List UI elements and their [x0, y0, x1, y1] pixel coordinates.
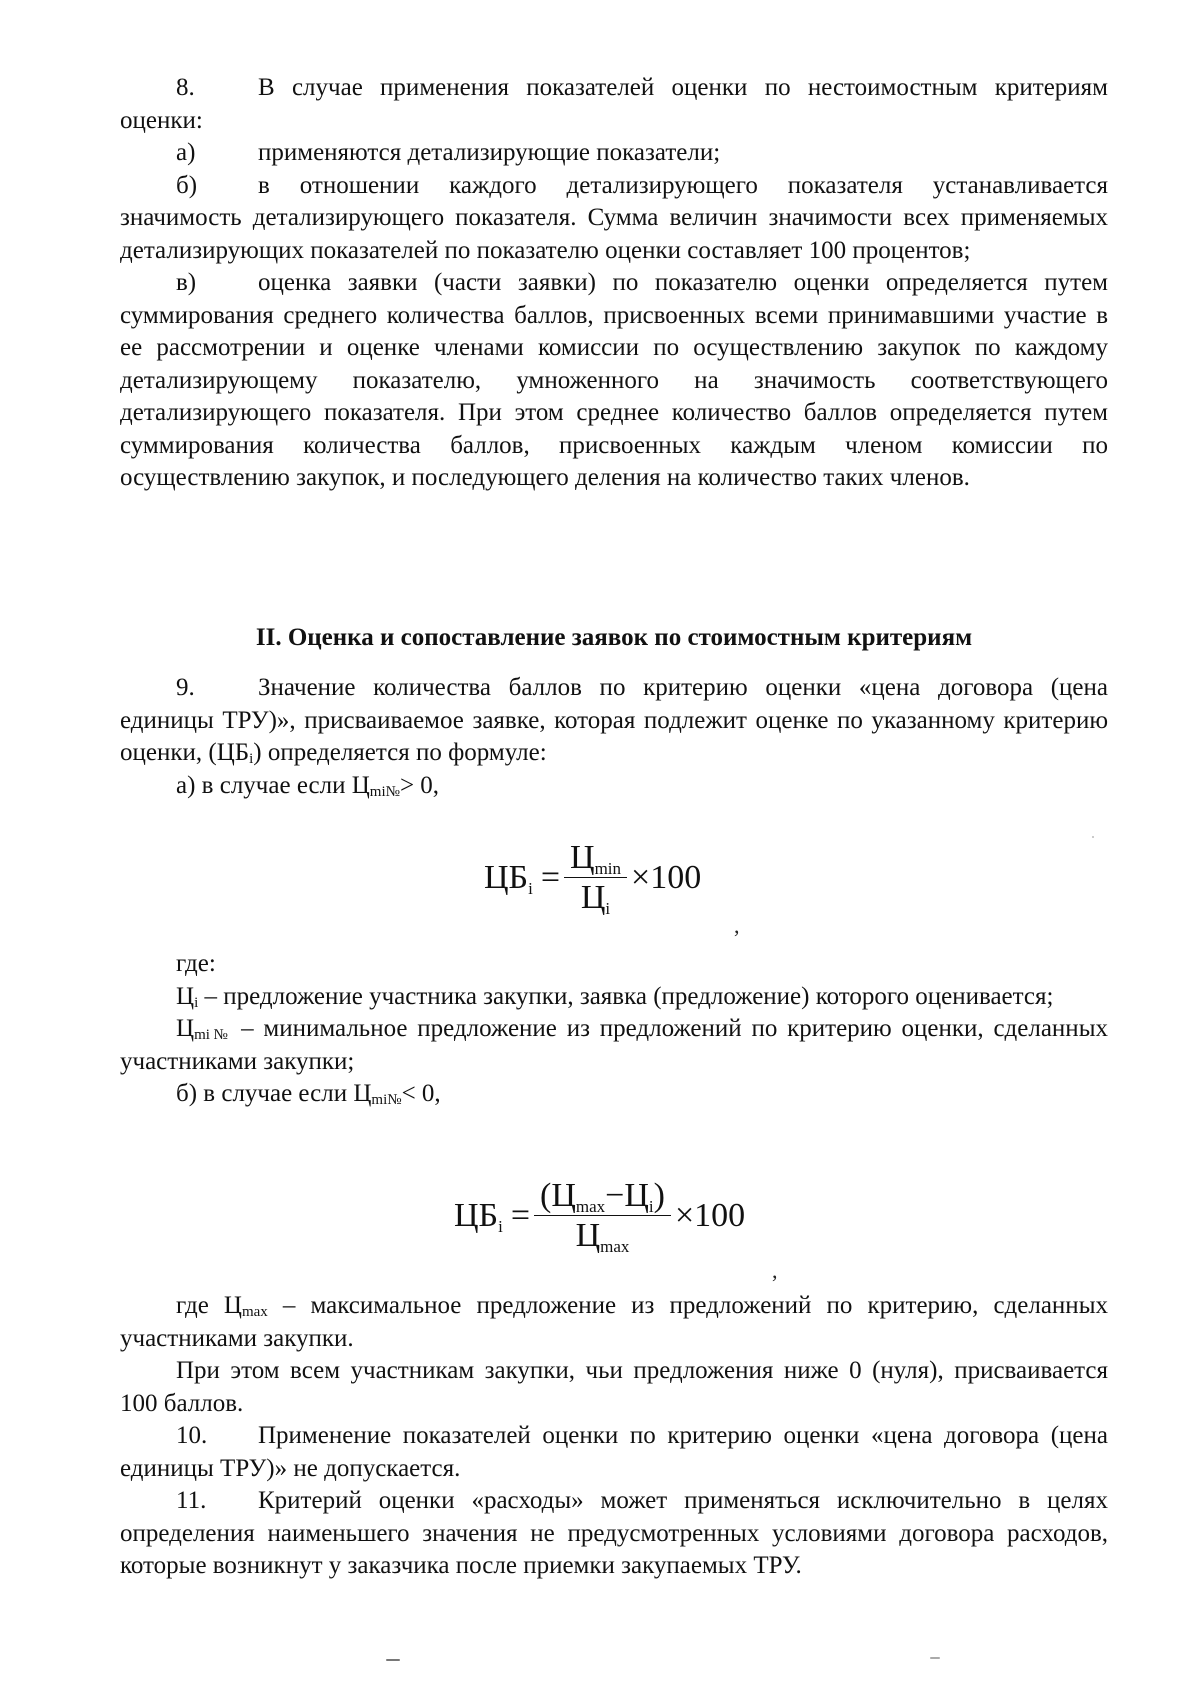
paragraph-8-intro — [120, 72, 1108, 137]
paragraph-number: 10. — [176, 1422, 208, 1449]
definition-cmin: $Ц_{mi№}$ – минимальное предложение из предложений по критерию оценки, сделанных участниками закупки; — [120, 1015, 1108, 1075]
formula-1-fraction — [564, 839, 627, 918]
where-label: где: — [176, 950, 216, 977]
paragraph-8-item-a — [120, 137, 1108, 170]
item-text: применяются детализирующие показатели; — [258, 139, 721, 166]
paragraph-11: 11. Критерий оценки «расходы» может применяться исключительно в целях определения наименьшего значения не предусмотренных условиями договора расходов, которые возникнут у заказчика после приемки закупаемых ТРУ. — [120, 1487, 1108, 1579]
paragraph-9-case-b: б) в случае если $Ц_{mi№}< 0$, — [176, 1080, 441, 1108]
definition-cmax: где $Ц_{max}$ – максимальное предложение из предложений по критерию, сделанных участниками закупки. — [120, 1292, 1108, 1352]
formula-2-comma: , — [772, 1258, 778, 1283]
formula-2: $ЦБ_i$ = $\frac{(Ц_{max}-Ц_i)}{Ц_{max}}$ ×100 — [454, 1177, 746, 1256]
scan-speck — [386, 1659, 400, 1661]
paragraph-8-item-b — [120, 170, 1108, 268]
fraction-numerator: $Ц_{min}$ — [564, 842, 627, 878]
item-marker: в) — [176, 269, 197, 296]
paragraph-number: 9. — [176, 674, 195, 701]
section-9-definitions — [120, 948, 1108, 1111]
section-9-end-and-10-11 — [120, 1290, 1108, 1583]
formula-2-fraction — [534, 1177, 671, 1256]
item-marker: б) — [176, 171, 198, 199]
formula-1: $ЦБ_i$ = $\frac{Ц_{min}}{Ц_i}$ ×100 — [484, 839, 702, 918]
paragraph-text: В случае применения показателей оценки по нестоимостным критериям оценки: — [120, 74, 1108, 134]
paragraph-number: 11. — [176, 1487, 207, 1514]
paragraph-9-case-a: а) в случае если $Ц_{mi№}> 0$, — [176, 771, 440, 800]
formula-1-comma: , — [734, 913, 740, 938]
paragraph-9-note: При этом всем участникам закупки, чьи предложения ниже 0 (нуля), присваивается 100 баллов. — [120, 1357, 1108, 1417]
section-heading: II. Оценка и сопоставление заявок по стоимостным критериям — [255, 624, 973, 651]
fraction-denominator: $Ц_i$ — [580, 878, 611, 918]
section-9 — [120, 672, 1108, 802]
definition-ci: $Ц_i$ – предложение участника закупки, заявка (предложение) которого оценивается; — [176, 982, 1054, 1011]
paragraph-10: 10. Применение показателей оценки по критерию оценки «цена договора (цена единицы ТРУ)» не допускается. — [120, 1422, 1108, 1482]
paragraph-number: 8. — [176, 74, 195, 101]
item-text: в отношении каждого детализирующего показателя устанавливается значимость детализирующего показателя. Сумма величин значимости всех применяемых детализирующих показателей по показателю оценки составляет 100 процентов; — [120, 171, 1108, 264]
scan-speck — [1092, 836, 1094, 838]
item-text: оценка заявки (части заявки) по показателю оценки определяется путем суммирования среднего количества баллов, присвоенных всеми принимавшими участие в ее рассмотрении и оценке членами комиссии по осуществлению закупок по каждому детализирующему показателю, умноженного на значимость соответствующего детализирующего показателя. При этом среднее количество баллов определяется путем суммирования количества баллов, присвоенных каждым членом комиссии по осуществлению закупок, и последующего деления на количество таких членов. — [120, 269, 1108, 491]
fraction-denominator: $Ц_{max}$ — [575, 1216, 630, 1256]
section-8 — [120, 72, 1108, 495]
item-marker: а) — [176, 139, 196, 166]
paragraph-8-item-v — [120, 267, 1108, 495]
scan-speck — [930, 1657, 940, 1659]
paragraph-9: 9. Значение количества баллов по критерию оценки «цена договора (цена единицы ТРУ)», присваиваемое заявке, которая подлежит оценке по указанному критерию оценки, $(ЦБ_i)$ определяется по формуле: — [120, 674, 1108, 767]
fraction-numerator: $(Ц_{max}-Ц_i)$ — [534, 1180, 671, 1216]
